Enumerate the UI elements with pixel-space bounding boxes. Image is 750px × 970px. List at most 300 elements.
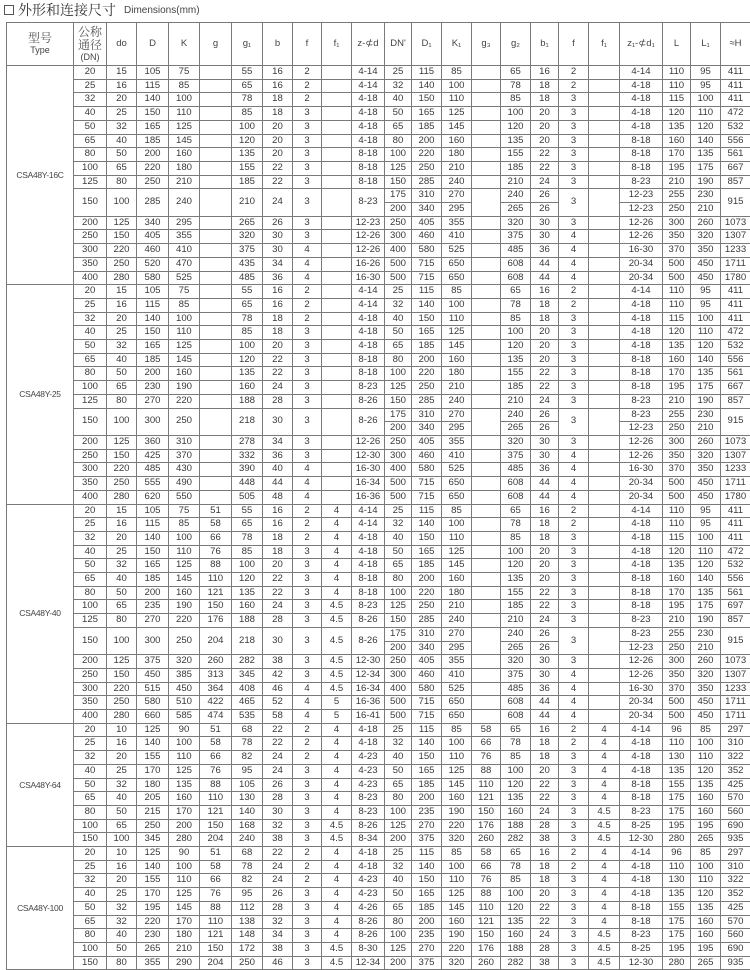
- table-cell: 28: [531, 819, 559, 833]
- table-cell: 110: [663, 79, 691, 93]
- table-cell: 121: [200, 805, 232, 819]
- table-cell: 410: [442, 449, 472, 463]
- type-label: CSA48Y-16C: [7, 66, 74, 285]
- table-cell: 78: [232, 860, 263, 874]
- table-cell: 355: [442, 216, 472, 230]
- table-cell: 8-18: [620, 367, 663, 381]
- table-cell: 16: [263, 518, 293, 532]
- table-cell: [589, 394, 620, 408]
- table-cell: 10: [107, 723, 137, 737]
- table-cell: 4: [293, 490, 322, 504]
- table-cell: 145: [169, 901, 200, 915]
- table-cell: [472, 531, 501, 545]
- table-row: [7, 888, 750, 902]
- table-cell: 155: [232, 161, 263, 175]
- table-cell: 210: [501, 175, 531, 189]
- table-cell: 20: [531, 545, 559, 559]
- table-cell: 4: [293, 244, 322, 258]
- table-cell: 18: [263, 531, 293, 545]
- table-cell: 180: [169, 161, 200, 175]
- table-cell: 4.5: [322, 833, 352, 847]
- table-cell: 22: [531, 586, 559, 600]
- table-cell: 16-36: [352, 490, 385, 504]
- table-cell: 200: [385, 833, 412, 847]
- table-cell: 2: [293, 504, 322, 518]
- table-cell: 580: [412, 244, 442, 258]
- table-cell: 125: [442, 764, 472, 778]
- table-cell: 200: [412, 573, 442, 587]
- table-cell: 4: [559, 668, 589, 682]
- table-cell: 150: [412, 531, 442, 545]
- table-cell: 32: [107, 340, 137, 354]
- table-cell: 135: [663, 340, 691, 354]
- table-cell: 4-18: [352, 107, 385, 121]
- table-cell: 8-23: [620, 627, 663, 641]
- table-cell: 4: [293, 477, 322, 491]
- table-cell: 4-14: [352, 79, 385, 93]
- header-col: g₂: [501, 23, 531, 66]
- table-cell: 48: [263, 490, 293, 504]
- table-cell: 260: [691, 435, 721, 449]
- table-cell: 4: [322, 805, 352, 819]
- table-cell: 352: [721, 764, 750, 778]
- table-cell: [322, 285, 352, 299]
- table-cell: 352: [721, 888, 750, 902]
- table-row: [7, 614, 750, 628]
- table-cell: 210: [169, 943, 200, 957]
- table-cell: 176: [200, 614, 232, 628]
- table-cell: 460: [137, 244, 169, 258]
- table-cell: [200, 367, 232, 381]
- table-cell: 4: [559, 230, 589, 244]
- table-cell: 350: [74, 696, 107, 710]
- table-cell: 220: [107, 682, 137, 696]
- table-cell: [589, 312, 620, 326]
- table-cell: 4.5: [589, 929, 620, 943]
- table-cell: 411: [721, 504, 750, 518]
- table-cell: 8-26: [352, 819, 385, 833]
- table-cell: 3: [559, 148, 589, 162]
- table-cell: 25: [385, 285, 412, 299]
- table-cell: 50: [107, 943, 137, 957]
- table-cell: [472, 668, 501, 682]
- table-cell: 18: [531, 860, 559, 874]
- table-row: [7, 943, 750, 957]
- header-col: D₁: [412, 23, 442, 66]
- table-cell: 175: [663, 929, 691, 943]
- table-cell: 240: [442, 175, 472, 189]
- table-cell: 170: [137, 888, 169, 902]
- table-cell: [322, 312, 352, 326]
- table-cell: 140: [137, 860, 169, 874]
- header-dn-cn2: 通径: [74, 39, 106, 52]
- table-cell: 85: [169, 298, 200, 312]
- table-cell: 110: [169, 545, 200, 559]
- table-row: [7, 682, 750, 696]
- table-cell: 200: [412, 792, 442, 806]
- table-cell: [322, 189, 352, 216]
- table-cell: 100: [442, 860, 472, 874]
- table-cell: 185: [232, 175, 263, 189]
- table-cell: 34: [263, 435, 293, 449]
- table-cell: 30: [263, 805, 293, 819]
- table-cell: 430: [169, 463, 200, 477]
- table-cell: 40: [385, 531, 412, 545]
- table-cell: 4-18: [620, 79, 663, 93]
- table-cell: 3: [293, 600, 322, 614]
- table-cell: 110: [691, 326, 721, 340]
- table-cell: 175: [691, 381, 721, 395]
- table-cell: 190: [442, 929, 472, 943]
- table-cell: 12-30: [620, 956, 663, 970]
- table-cell: [589, 244, 620, 258]
- table-cell: 3: [559, 586, 589, 600]
- table-cell: [589, 93, 620, 107]
- table-cell: [589, 353, 620, 367]
- table-cell: 34: [263, 929, 293, 943]
- table-cell: 411: [721, 285, 750, 299]
- table-cell: 857: [721, 614, 750, 628]
- table-cell: 4: [589, 778, 620, 792]
- table-cell: 260: [472, 956, 501, 970]
- table-cell: 135: [232, 367, 263, 381]
- table-cell: 8-18: [620, 600, 663, 614]
- table-cell: 160: [169, 367, 200, 381]
- table-cell: 24: [263, 189, 293, 216]
- table-cell: 195: [691, 943, 721, 957]
- table-cell: 42: [263, 668, 293, 682]
- table-cell: 82: [232, 874, 263, 888]
- table-row: [7, 668, 750, 682]
- header-col: ≈H: [721, 23, 750, 66]
- table-row: [7, 956, 750, 970]
- table-cell: 20-34: [620, 257, 663, 271]
- table-cell: 250: [74, 230, 107, 244]
- table-cell: 150: [385, 614, 412, 628]
- table-cell: 170: [137, 764, 169, 778]
- table-cell: 1711: [721, 710, 750, 724]
- table-cell: 410: [442, 668, 472, 682]
- table-cell: 120: [232, 353, 263, 367]
- table-cell: 650: [442, 710, 472, 724]
- table-cell: 66: [472, 737, 501, 751]
- table-cell: 95: [691, 298, 721, 312]
- table-cell: [200, 66, 232, 80]
- table-cell: 360: [137, 435, 169, 449]
- table-cell: 110: [691, 545, 721, 559]
- table-cell: 690: [721, 943, 750, 957]
- table-cell: 250: [169, 408, 200, 435]
- table-cell: 100: [501, 545, 531, 559]
- table-cell: 1233: [721, 682, 750, 696]
- table-cell: 80: [107, 956, 137, 970]
- table-cell: 465: [232, 696, 263, 710]
- table-cell: 26: [263, 216, 293, 230]
- table-cell: 425: [721, 778, 750, 792]
- table-cell: 4-23: [352, 778, 385, 792]
- table-cell: 4.5: [322, 819, 352, 833]
- header-col: z₁-⊄d₁: [620, 23, 663, 66]
- table-cell: 250: [137, 175, 169, 189]
- table-cell: 20: [107, 531, 137, 545]
- table-cell: 82: [232, 751, 263, 765]
- table-cell: 85: [501, 874, 531, 888]
- table-cell: 375: [412, 833, 442, 847]
- table-cell: 40: [107, 353, 137, 367]
- table-row: [7, 573, 750, 587]
- table-cell: 120: [691, 559, 721, 573]
- table-cell: [322, 326, 352, 340]
- table-cell: 150: [74, 833, 107, 847]
- table-cell: 165: [137, 340, 169, 354]
- table-cell: 120: [691, 764, 721, 778]
- table-cell: 40: [107, 929, 137, 943]
- table-cell: 44: [531, 490, 559, 504]
- table-cell: [322, 490, 352, 504]
- table-cell: 80: [74, 805, 107, 819]
- table-cell: 16-34: [352, 682, 385, 696]
- table-cell: [200, 285, 232, 299]
- table-cell: 255: [663, 189, 691, 203]
- table-cell: 2: [293, 298, 322, 312]
- table-cell: [472, 655, 501, 669]
- table-cell: 8-18: [352, 148, 385, 162]
- table-cell: 2: [559, 860, 589, 874]
- table-cell: 100: [442, 518, 472, 532]
- table-cell: 16: [263, 66, 293, 80]
- table-cell: 400: [74, 710, 107, 724]
- table-cell: 95: [691, 79, 721, 93]
- table-cell: 220: [107, 463, 137, 477]
- table-cell: 4-26: [352, 901, 385, 915]
- table-cell: 40: [385, 93, 412, 107]
- table-cell: 50: [74, 340, 107, 354]
- table-cell: 100: [442, 737, 472, 751]
- table-cell: 3: [559, 93, 589, 107]
- table-cell: 76: [472, 751, 501, 765]
- table-cell: [472, 559, 501, 573]
- table-cell: 78: [501, 737, 531, 751]
- table-cell: 375: [501, 668, 531, 682]
- table-cell: 12-26: [352, 230, 385, 244]
- table-cell: 4: [322, 874, 352, 888]
- table-cell: 185: [501, 600, 531, 614]
- table-cell: [472, 134, 501, 148]
- table-cell: 80: [74, 367, 107, 381]
- table-row: [7, 833, 750, 847]
- table-cell: 411: [721, 298, 750, 312]
- table-cell: 3: [559, 764, 589, 778]
- table-cell: 8-18: [620, 161, 663, 175]
- table-row: [7, 490, 750, 504]
- table-cell: 3: [559, 833, 589, 847]
- table-cell: 20-34: [620, 490, 663, 504]
- table-cell: [200, 257, 232, 271]
- table-cell: 12-26: [620, 216, 663, 230]
- table-cell: 285: [412, 175, 442, 189]
- table-cell: 1233: [721, 244, 750, 258]
- table-cell: [589, 271, 620, 285]
- table-cell: 65: [501, 66, 531, 80]
- table-cell: 85: [232, 326, 263, 340]
- table-cell: 148: [232, 929, 263, 943]
- table-cell: 100: [169, 93, 200, 107]
- table-cell: 145: [442, 778, 472, 792]
- table-cell: 100: [501, 326, 531, 340]
- table-cell: 3: [293, 545, 322, 559]
- table-cell: [472, 586, 501, 600]
- table-cell: 100: [74, 161, 107, 175]
- table-cell: 195: [663, 161, 691, 175]
- table-cell: [200, 326, 232, 340]
- table-cell: 18: [531, 93, 559, 107]
- table-cell: [322, 353, 352, 367]
- table-cell: 55: [232, 504, 263, 518]
- table-cell: 2: [559, 298, 589, 312]
- table-cell: 320: [169, 655, 200, 669]
- table-cell: 4-18: [352, 120, 385, 134]
- table-cell: 20: [263, 148, 293, 162]
- table-cell: 3: [293, 929, 322, 943]
- table-cell: 115: [412, 66, 442, 80]
- table-cell: 58: [263, 710, 293, 724]
- table-cell: 15: [107, 66, 137, 80]
- table-cell: [472, 367, 501, 381]
- table-cell: 650: [442, 477, 472, 491]
- table-cell: 4-14: [620, 847, 663, 861]
- table-cell: 3: [559, 326, 589, 340]
- table-cell: 30: [263, 408, 293, 435]
- table-cell: 2: [559, 518, 589, 532]
- table-cell: 32: [385, 518, 412, 532]
- table-cell: 4: [293, 271, 322, 285]
- table-cell: [589, 655, 620, 669]
- table-cell: [589, 490, 620, 504]
- table-cell: 110: [472, 901, 501, 915]
- table-cell: 1711: [721, 696, 750, 710]
- header-col: f₁: [589, 23, 620, 66]
- table-cell: [322, 435, 352, 449]
- table-cell: 22: [263, 161, 293, 175]
- table-cell: 25: [385, 723, 412, 737]
- table-cell: 16-34: [352, 477, 385, 491]
- table-cell: 3: [293, 449, 322, 463]
- table-cell: 18: [263, 326, 293, 340]
- table-cell: [472, 518, 501, 532]
- table-cell: 150: [200, 819, 232, 833]
- table-cell: [589, 230, 620, 244]
- table-cell: 570: [721, 792, 750, 806]
- table-cell: 322: [721, 874, 750, 888]
- table-cell: 25: [107, 888, 137, 902]
- table-cell: 8-18: [352, 175, 385, 189]
- table-cell: 160: [169, 792, 200, 806]
- table-cell: 3: [559, 120, 589, 134]
- table-cell: 16: [263, 285, 293, 299]
- table-cell: 78: [501, 860, 531, 874]
- table-cell: 65: [385, 901, 412, 915]
- table-cell: 65: [107, 600, 137, 614]
- table-cell: 4-18: [620, 312, 663, 326]
- table-cell: 135: [663, 120, 691, 134]
- table-cell: [472, 340, 501, 354]
- table-cell: 1073: [721, 435, 750, 449]
- table-row: [7, 477, 750, 491]
- header-col: f: [293, 23, 322, 66]
- table-cell: [589, 531, 620, 545]
- table-cell: 20: [531, 573, 559, 587]
- table-cell: 4-18: [352, 737, 385, 751]
- table-cell: 3: [293, 340, 322, 354]
- table-row: [7, 93, 750, 107]
- table-cell: 130: [663, 751, 691, 765]
- table-cell: 290: [169, 956, 200, 970]
- table-cell: 4.5: [322, 943, 352, 957]
- table-cell: [472, 148, 501, 162]
- table-cell: 16: [263, 79, 293, 93]
- table-cell: 176: [472, 943, 501, 957]
- table-cell: 175: [385, 408, 412, 422]
- table-cell: 20-34: [620, 477, 663, 491]
- table-cell: 44: [531, 696, 559, 710]
- table-cell: 24: [531, 929, 559, 943]
- table-cell: 4: [559, 477, 589, 491]
- table-cell: 200: [385, 203, 412, 217]
- table-cell: 200: [412, 915, 442, 929]
- table-cell: 100: [385, 586, 412, 600]
- table-cell: 265: [501, 203, 531, 217]
- table-cell: 240: [169, 189, 200, 216]
- table-cell: 375: [501, 230, 531, 244]
- table-row: [7, 408, 750, 422]
- header-col: b₁: [531, 23, 559, 66]
- table-cell: 85: [691, 723, 721, 737]
- table-cell: 300: [74, 463, 107, 477]
- table-cell: 22: [263, 586, 293, 600]
- table-cell: 500: [663, 696, 691, 710]
- table-cell: 28: [263, 394, 293, 408]
- table-cell: 44: [531, 271, 559, 285]
- table-row: [7, 915, 750, 929]
- table-cell: 282: [232, 655, 263, 669]
- table-cell: 1073: [721, 216, 750, 230]
- table-cell: 8-23: [620, 614, 663, 628]
- table-cell: 155: [663, 778, 691, 792]
- table-cell: [322, 408, 352, 435]
- table-cell: 26: [531, 203, 559, 217]
- table-cell: 80: [74, 586, 107, 600]
- table-cell: 100: [169, 312, 200, 326]
- type-label: CSA48Y-25: [7, 285, 74, 504]
- table-cell: 28: [263, 901, 293, 915]
- table-cell: 3: [559, 874, 589, 888]
- table-cell: 285: [412, 614, 442, 628]
- table-row: [7, 134, 750, 148]
- table-cell: 88: [472, 888, 501, 902]
- table-cell: 160: [169, 586, 200, 600]
- table-cell: 135: [691, 148, 721, 162]
- table-cell: 250: [74, 668, 107, 682]
- table-row: [7, 79, 750, 93]
- table-cell: 310: [169, 435, 200, 449]
- table-cell: 4-14: [352, 518, 385, 532]
- table-cell: 4.5: [589, 805, 620, 819]
- table-cell: 3: [559, 531, 589, 545]
- table-cell: 145: [442, 340, 472, 354]
- table-cell: 16-30: [352, 271, 385, 285]
- table-cell: 50: [107, 148, 137, 162]
- table-cell: 4-18: [620, 93, 663, 107]
